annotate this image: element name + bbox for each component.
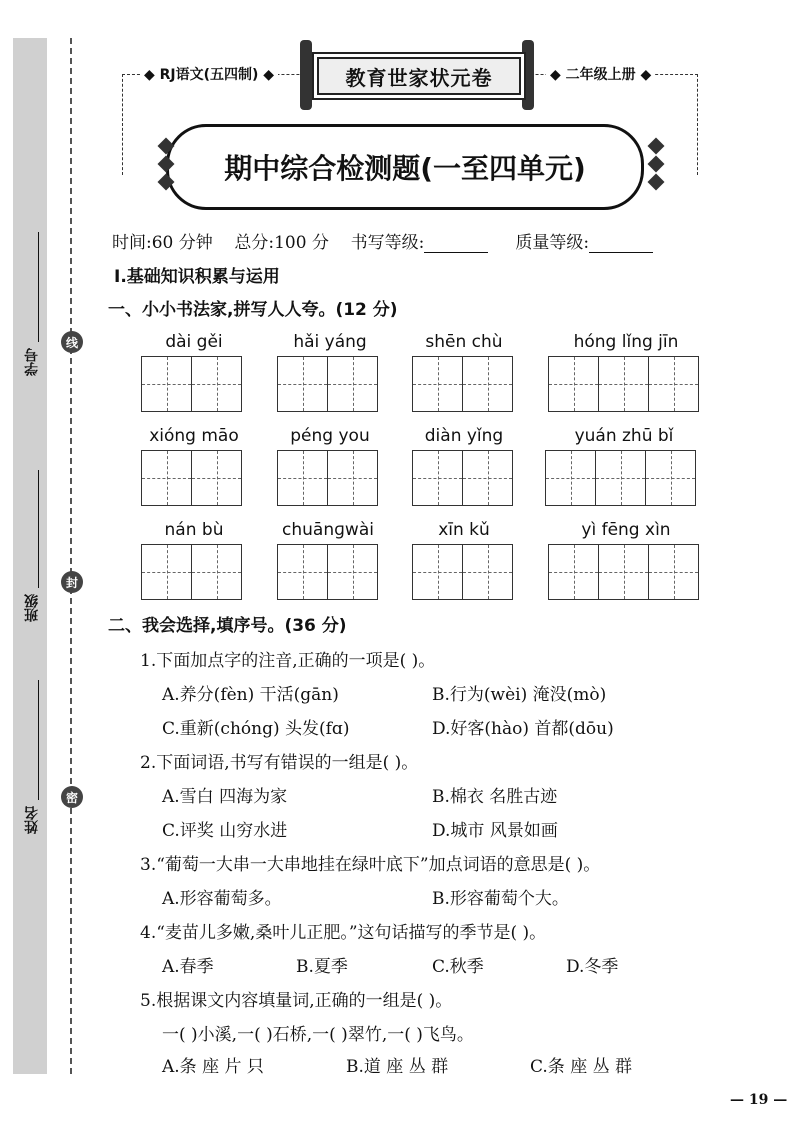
q4-option-a: A.春季 — [162, 957, 214, 977]
q1-option-a: A.养分(fèn) 干活(gān) — [162, 685, 339, 705]
seal-feng: 封 — [61, 571, 83, 593]
q2-option-a: A.雪白 四海为家 — [162, 787, 288, 807]
writing-grade-label: 书写等级: — [350, 233, 425, 253]
time-text: 时间:60 分钟 — [112, 233, 213, 253]
q2-option-b: B.棉衣 名胜古迹 — [432, 787, 558, 807]
writing-grid[interactable] — [142, 544, 242, 600]
pinyin-label: nán bù — [164, 520, 224, 540]
pinyin-label: chuānɡwài — [282, 520, 374, 540]
name-label: 姓名 — [24, 806, 40, 834]
page-title: 期中综合检测题(一至四单元) — [166, 124, 644, 210]
q3-option-b: B.形容葡萄个大。 — [432, 889, 569, 909]
q5-stem: 5.根据课文内容填量词,正确的一组是( )。 — [140, 991, 453, 1011]
subject-tag: ◆ RJ语文(五四制) ◆ — [140, 64, 278, 84]
writing-grid[interactable] — [413, 356, 513, 412]
writing-grade-blank[interactable] — [424, 236, 488, 253]
q4-option-d: D.冬季 — [566, 957, 619, 977]
q1-stem: 1.下面加点字的注音,正确的一项是( )。 — [140, 651, 436, 671]
q2-option-c: C.评奖 山穷水进 — [162, 821, 288, 841]
q5-fill: 一( )小溪,一( )石桥,一( )翠竹,一( )飞鸟。 — [162, 1025, 474, 1045]
pinyin-label: yuán zhū bǐ — [574, 426, 674, 446]
total-text: 总分:100 分 — [234, 233, 329, 253]
q1-option-b: B.行为(wèi) 淹没(mò) — [432, 685, 607, 705]
writing-grid[interactable] — [549, 356, 699, 412]
writing-grid[interactable] — [278, 544, 378, 600]
pinyin-label: shēn chù — [425, 332, 503, 352]
page-number: — 19 — — [730, 1092, 788, 1108]
binding-strip — [13, 38, 47, 1074]
pinyin-label: hǎi yáng — [293, 332, 367, 352]
student-id-label: 学号 — [24, 348, 40, 376]
seal-xian: 线 — [61, 331, 83, 353]
q5-option-a: A.条 座 片 只 — [162, 1057, 264, 1077]
quality-grade-label: 质量等级: — [515, 233, 590, 253]
seal-mi: 密 — [61, 786, 83, 808]
class-line[interactable] — [38, 470, 39, 588]
q5-option-b: B.道 座 丛 群 — [346, 1057, 449, 1077]
section1-title: 一、小小书法家,拼写人人夸。(12 分) — [108, 300, 398, 320]
pinyin-label: yì fēng xìn — [581, 520, 671, 540]
q2-option-d: D.城市 风景如画 — [432, 821, 558, 841]
pinyin-label: péng you — [290, 426, 370, 446]
q3-stem: 3.“葡萄一大串一大串地挂在绿叶底下”加点词语的意思是( )。 — [140, 855, 601, 875]
q2-stem: 2.下面词语,书写有错误的一组是( )。 — [140, 753, 419, 773]
q1-option-d: D.好客(hào) 首都(dōu) — [432, 719, 614, 739]
writing-grid[interactable] — [278, 450, 378, 506]
pinyin-label: xīn kǔ — [438, 520, 490, 540]
pinyin-label: dài gěi — [165, 332, 223, 352]
writing-grid[interactable] — [278, 356, 378, 412]
scroll-left — [300, 40, 312, 110]
q4-option-c: C.秋季 — [432, 957, 484, 977]
q4-stem: 4.“麦苗儿多嫩,桑叶儿正肥。”这句话描写的季节是( )。 — [140, 923, 547, 943]
student-id-line[interactable] — [38, 232, 39, 342]
q3-option-a: A.形容葡萄多。 — [162, 889, 282, 909]
class-label: 班级 — [24, 594, 40, 622]
writing-grid[interactable] — [413, 450, 513, 506]
writing-grid[interactable] — [413, 544, 513, 600]
q5-option-c: C.条 座 丛 群 — [530, 1057, 633, 1077]
cut-line — [70, 38, 72, 1074]
grade-tag: ◆ 二年级上册 ◆ — [546, 64, 655, 84]
quality-grade-blank[interactable] — [589, 236, 653, 253]
pinyin-label: diàn yǐng — [424, 426, 504, 446]
name-line[interactable] — [38, 680, 39, 800]
pinyin-label: xióng māo — [149, 426, 239, 446]
q1-option-c: C.重新(chóng) 头发(fɑ) — [162, 719, 350, 739]
part-heading: Ⅰ.基础知识积累与运用 — [114, 267, 280, 287]
pinyin-label: hóng lǐng jīn — [573, 332, 679, 352]
writing-grid[interactable] — [142, 356, 242, 412]
writing-grid[interactable] — [142, 450, 242, 506]
writing-grid[interactable] — [549, 544, 699, 600]
q4-option-b: B.夏季 — [296, 957, 348, 977]
exam-meta — [112, 228, 653, 253]
diamond-decor — [648, 174, 665, 191]
writing-grid[interactable] — [546, 450, 696, 506]
section2-title: 二、我会选择,填序号。(36 分) — [108, 616, 347, 636]
brand-banner: 教育世家状元卷 — [312, 52, 526, 100]
